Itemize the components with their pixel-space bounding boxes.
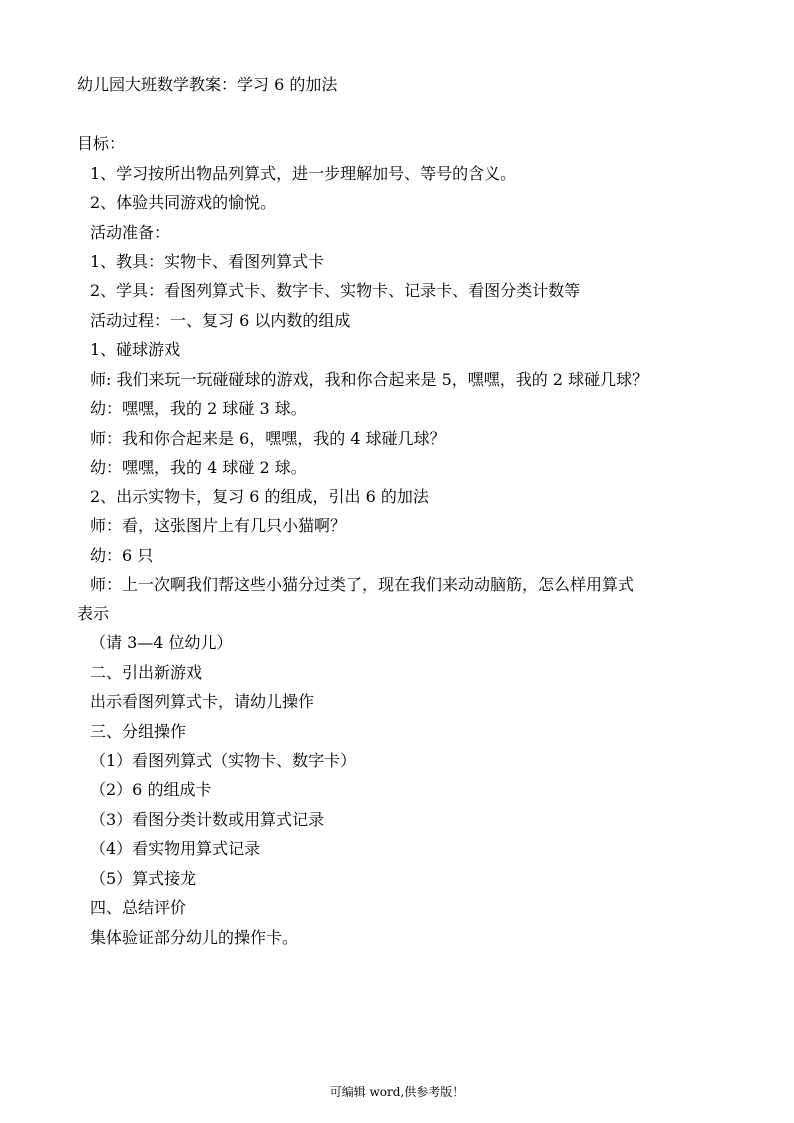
section-heading: 三、分组操作 [90, 722, 187, 741]
text-line: 出示看图列算式卡，请幼儿操作 [90, 692, 315, 711]
document-title: 幼儿园大班数学教案：学习 6 的加法 [77, 75, 338, 94]
section-heading-goals: 目标： [77, 134, 126, 153]
text-line: 1、教具：实物卡、看图列算式卡 [90, 252, 325, 271]
list-item: （3）看图分类计数或用算式记录 [90, 810, 325, 829]
text-line: 2、学具：看图列算式卡、数字卡、实物卡、记录卡、看图分类计数等 [90, 281, 581, 300]
text-line: 1、学习按所出物品列算式，进一步理解加号、等号的含义。 [90, 164, 517, 183]
section-heading: 四、总结评价 [90, 898, 187, 917]
dialogue-line: 幼：嘿嘿，我的 2 球碰 3 球。 [90, 399, 307, 418]
text-line: 2、出示实物卡，复习 6 的组成，引出 6 的加法 [90, 487, 429, 506]
text-line: 1、碰球游戏 [90, 340, 181, 359]
dialogue-line: 师：我和你合起来是 6，嘿嘿，我的 4 球碰几球？ [90, 429, 446, 448]
text-line: （请 3—4 位幼儿） [90, 633, 233, 652]
dialogue-line: 师：上一次啊我们帮这些小猫分过类了，现在我们来动动脑筋，怎么样用算式 [90, 575, 635, 594]
dialogue-line: 师: 我们来玩一玩碰碰球的游戏，我和你合起来是 5，嘿嘿，我的 2 球碰几球？ [90, 370, 649, 389]
section-heading: 二、引出新游戏 [90, 663, 203, 682]
dialogue-line-wrap: 表示 [77, 604, 110, 623]
text-line: 集体验证部分幼儿的操作卡。 [90, 928, 299, 947]
page-footer: 可编辑 word,供参考版！ [329, 1085, 465, 1099]
list-item: （5）算式接龙 [90, 869, 197, 888]
list-item: （1）看图列算式（实物卡、数字卡） [90, 751, 357, 770]
list-item: （4）看实物用算式记录 [90, 839, 261, 858]
list-item: （2）6 的组成卡 [90, 780, 212, 799]
text-line: 2、体验共同游戏的愉悦。 [90, 193, 277, 212]
dialogue-line: 幼：6 只 [90, 546, 154, 565]
section-heading-preparation: 活动准备： [90, 223, 171, 242]
section-heading-process: 活动过程：一、复习 6 以内数的组成 [90, 311, 351, 330]
dialogue-line: 幼：嘿嘿，我的 4 球碰 2 球。 [90, 458, 307, 477]
dialogue-line: 师：看，这张图片上有几只小猫啊？ [90, 516, 347, 535]
